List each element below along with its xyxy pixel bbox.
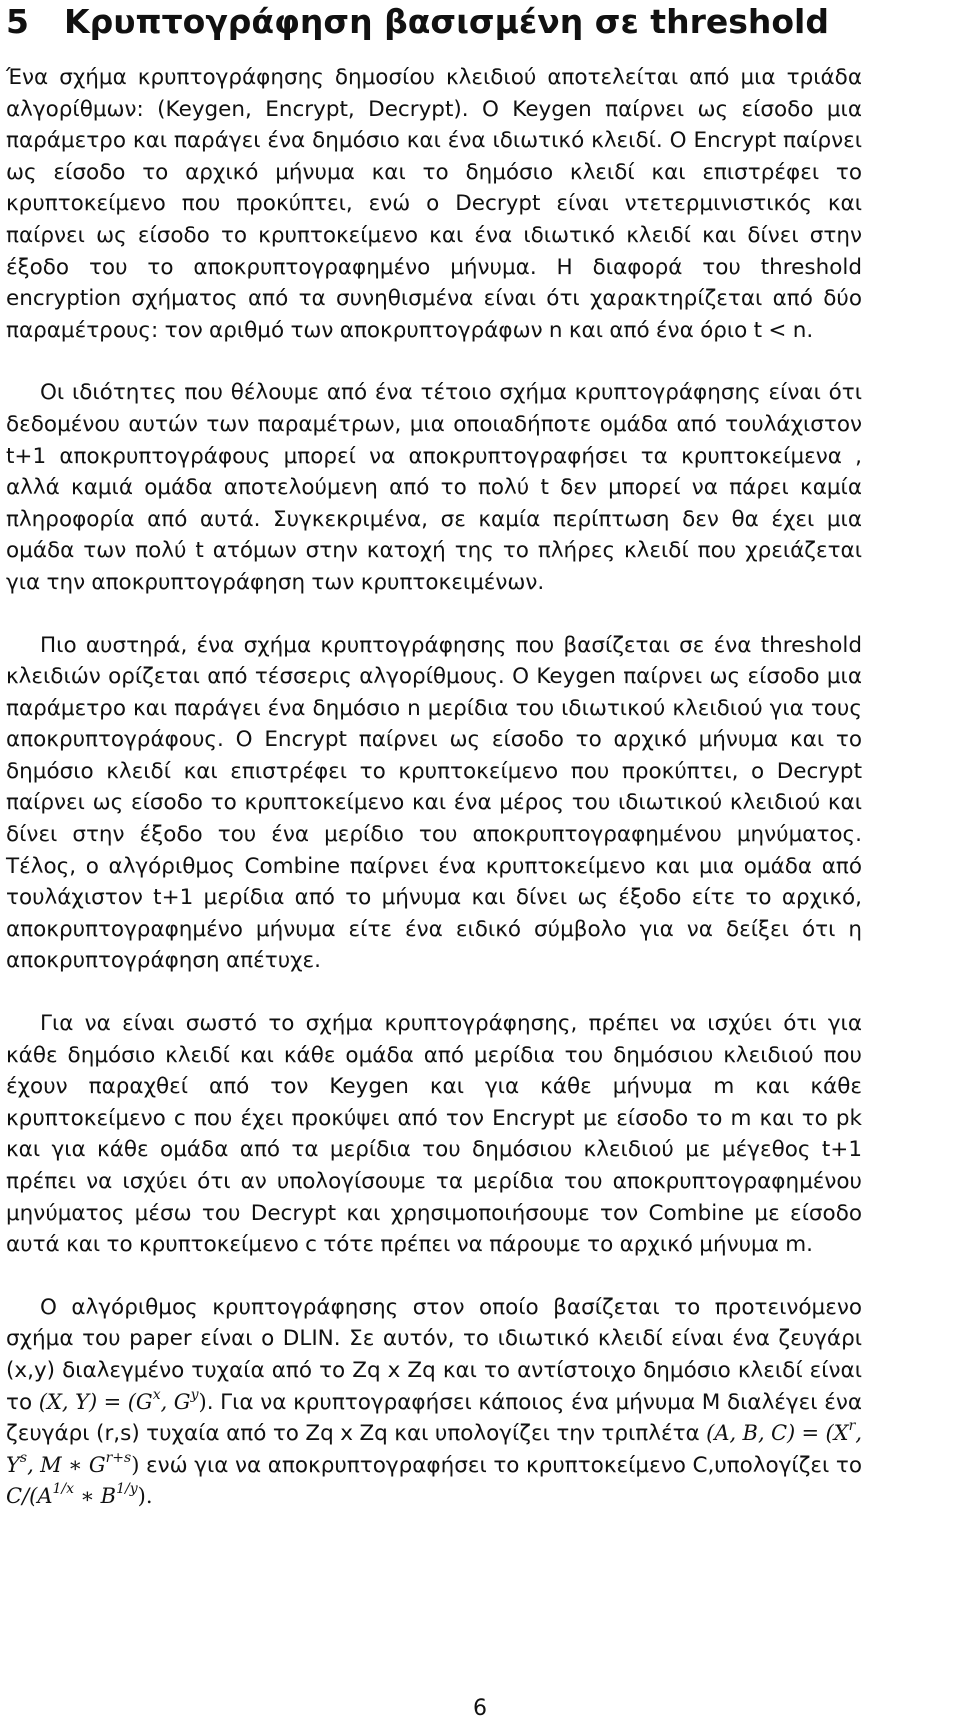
section-number: 5 [6, 2, 29, 41]
paragraph-5 [6, 1292, 862, 1513]
paragraph-4: Για να είναι σωστό το σχήμα κρυπτογράφησης, πρέπει να ισχύει ότι για κάθε δημόσιο κλειδί και κάθε ομάδα από μερίδια του δημόσιου κλειδιού που έχουν παραχθεί από τον Keygen και για κάθε μήνυμα m και κάθε κρυπτοκείμενο c που έχει προκύψει από τον Encrypt με είσοδο το m και το pk και για κάθε ομάδα από τα μερίδια του δημόσιου κλειδιού με μέγεθος t+1 πρέπει να ισχύει ότι αν υπολογίσουμε τα μερίδια του αποκρυπτογραφημένου μηνύματος μέσω του Decrypt και χρησιμοποιήσουμε τον Combine με είσοδο αυτά και το κρυπτοκείμενο c τότε πρέπει να πάρουμε το αρχικό μήνυμα m. [6, 1011, 862, 1258]
page-number: 6 [473, 1696, 487, 1721]
section-heading [6, 0, 829, 44]
paragraph-1: Ένα σχήμα κρυπτογράφησης δημοσίου κλειδιού αποτελείται από μια τριάδα αλγορίθμων: (Keygen, Encrypt, Decrypt). Ο Keygen παίρνει ως είσοδο μια παράμετρο και παράγει ένα δημόσιο και ένα ιδιωτικό κλειδί. Ο Encrypt παίρνει ως είσοδο το αρχικό μήνυμα και το δημόσιο κλειδί και επιστρέφει το κρυπτοκείμενο που προκύπτει, ενώ ο Decrypt είναι ντετερμινιστικός και παίρνει ως είσοδο το κρυπτοκείμενο και ένα ιδιωτικό κλειδί και δίνει στην έξοδο του το αποκρυπτογραφημένο μήνυμα. Η διαφορά του threshold encryption σχήματος από τα συνηθισμένα είναι ότι χαρακτηρίζεται από δύο παραμέτρους: τον αριθμό των αποκρυπτογράφων n και από ένα όριο t < n. [6, 65, 862, 343]
paragraph-5-text-c: ενώ για να αποκρυπτογραφήσει το κρυπτοκείμενο C,υπολογίζει το [139, 1452, 862, 1478]
paragraph-5-text-b: . Για να κρυπτογραφήσει κάποιος ένα μήνυμα M διαλέγει ένα ζευγάρι (r,s) τυχαία από το Zq x Zq και υπολογίζει την τριπλέτα [6, 1389, 862, 1447]
section-title: Κρυπτογράφηση βασισμένη σε threshold [64, 2, 829, 41]
math-decryption: $C/(A^{1/x}$ ∗ $B^{1/y}$). [6, 1481, 153, 1509]
body-text [6, 62, 862, 1544]
paragraph-5-text-a: Ο αλγόριθμος κρυπτογράφησης στον οποίο βασίζεται το προτεινόμενο σχήμα του paper είναι ο DLIN. Σε αυτόν, το ιδιωτικό κλειδί είναι ένα ζευγάρι (x,y) διαλεγμένο τυχαία από το Zq x Zq και το αντίστοιχο δημόσιο κλειδί είναι το [6, 1294, 862, 1415]
math-ciphertext-triple: (A, B, $C) = (X^r$, $Y^s$, M ∗ $G^{r+s}$) [6, 1418, 862, 1477]
math-public-key: (X, $Y) = (G^x$, $G^y$) [38, 1386, 207, 1414]
paragraph-2: Οι ιδιότητες που θέλουμε από ένα τέτοιο σχήμα κρυπτογράφησης είναι ότι δεδομένου αυτών των παραμέτρων, μια οποιαδήποτε ομάδα από τουλάχιστον t+1 αποκρυπτογράφους μπορεί να αποκρυπτογραφήσει τα κρυπτοκείμενα , αλλά καμιά ομάδα αποτελούμενη από το πολύ t δεν μπορεί να πάρει καμία πληροφορία από αυτά. Συγκεκριμένα, σε καμία περίπτωση δεν θα έχει μια ομάδα των πολύ t ατόμων στην κατοχή της το πλήρες κλειδί που χρειάζεται για την αποκρυπτογράφηση των κρυπτοκειμένων. [6, 380, 862, 595]
paragraph-3: Πιο αυστηρά, ένα σχήμα κρυπτογράφησης που βασίζεται σε ένα threshold κλειδιών ορίζεται από τέσσερις αλγορίθμους. Ο Keygen παίρνει ως είσοδο μια παράμετρο και παράγει ένα δημόσιο n μερίδια του ιδιωτικού κλειδιού για τους αποκρυπτογράφους. Ο Encrypt παίρνει ως είσοδο το αρχικό μήνυμα και το δημόσιο κλειδί και επιστρέφει το κρυπτοκείμενο που προκύπτει, ο Decrypt παίρνει ως είσοδο το κρυπτοκείμενο και ένα μέρος του ιδιωτικού κλειδιού και δίνει στην έξοδο του ένα μερίδιο του αποκρυπτογραφημένου μηνύματος. Τέλος, ο αλγόριθμος Combine παίρνει ένα κρυπτοκείμενο και μια ομάδα από τουλάχιστον t+1 μερίδια από το μήνυμα και δίνει ως έξοδο είτε το αρχικό, αποκρυπτογραφημένο μήνυμα είτε ένα ειδικό σύμβολο για να δείξει ότι η αποκρυπτογράφηση απέτυχε. [6, 632, 862, 974]
